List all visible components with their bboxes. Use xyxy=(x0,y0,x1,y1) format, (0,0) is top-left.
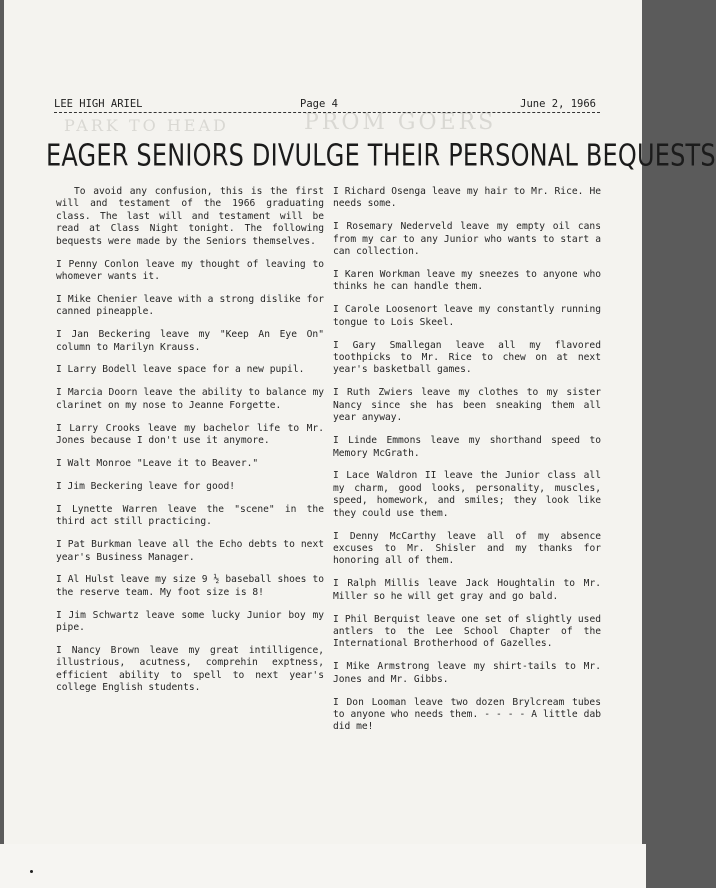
bequest-paragraph: I Marcia Doorn leave the ability to balance my clarinet on my nose to Jeanne Forgette. xyxy=(56,387,324,411)
bequest-paragraph: I Jan Beckering leave my "Keep An Eye On" column to Marilyn Krauss. xyxy=(56,329,324,353)
bequest-paragraph: I Ruth Zwiers leave my clothes to my sister Nancy since she has been sneaking them all year anyway. xyxy=(333,387,601,424)
bequest-paragraph: I Larry Bodell leave space for a new pupil. xyxy=(56,364,305,376)
bequest-paragraph: I Walt Monroe "Leave it to Beaver." xyxy=(56,458,259,469)
bequest-paragraph: I Mike Armstrong leave my shirt-tails to Mr. Jones and Mr. Gibbs. xyxy=(333,661,601,685)
bequest-paragraph: I Ralph Millis leave Jack Houghtalin to Mr. Miller so he will get gray and go bald. xyxy=(333,578,601,602)
bottom-margin xyxy=(0,844,646,888)
page-number: Page 4 xyxy=(300,98,338,110)
bequest-paragraph: I Don Looman leave two dozen Brylcream tubes to anyone who needs them. - - - - A little dab did me! xyxy=(333,696,601,733)
bequest-paragraph: I Pat Burkman leave all the Echo debts to next year's Business Manager. xyxy=(56,539,324,563)
bleed-through-text: PARK TO HEAD xyxy=(64,116,229,135)
paper-name: LEE HIGH ARIEL xyxy=(54,98,143,110)
bequest-paragraph: I Gary Smallegan leave all my flavored toothpicks to Mr. Rice to chew on at next year's basketball games. xyxy=(333,339,601,376)
right-column xyxy=(333,186,601,744)
headline: EAGER SENIORS DIVULGE THEIR PERSONAL BEQUESTS xyxy=(46,138,716,173)
bequest-paragraph: I Larry Crooks leave my bachelor life to Mr. Jones because I don't use it anymore. xyxy=(56,422,324,447)
bequest-paragraph: I Al Hulst leave my size 9 ½ baseball shoes to the reserve team. My foot size is 8! xyxy=(56,574,324,598)
bequest-paragraph: I Nancy Brown leave my great intilligence, illustrious, acutness, comprehin exptness, efficient ability to spell to next year's college English students. xyxy=(56,645,324,694)
bequest-paragraph: I Jim Beckering leave for good! xyxy=(56,480,236,492)
left-column xyxy=(56,186,324,705)
bequest-paragraph: I Jim Schwartz leave some lucky Junior boy my pipe. xyxy=(56,609,324,634)
page-header xyxy=(54,96,600,114)
bequest-paragraph: I Carole Loosenort leave my constantly running tongue to Lois Skeel. xyxy=(333,304,601,328)
intro-paragraph: To avoid any confusion, this is the first will and testament of the 1966 graduating class. The last will and testament will be read at Class Night tonight. The following bequests were made by the Seniors themselves. xyxy=(56,186,324,247)
bequest-paragraph: I Penny Conlon leave my thought of leaving to whomever wants it. xyxy=(56,258,324,282)
bequest-paragraph: I Rosemary Nederveld leave my empty oil cans from my car to any Junior who wants to start a can collection. xyxy=(333,221,601,258)
bequest-paragraph: I Phil Berquist leave one set of slightly used antlers to the Lee School Chapter of the International Brotherhood of Gazelles. xyxy=(333,613,601,650)
bequest-paragraph: I Denny McCarthy leave all of my absence excuses to Mr. Shisler and my thanks for honoring all of them. xyxy=(333,530,601,567)
bequest-paragraph: I Karen Workman leave my sneezes to anyone who thinks he can handle them. xyxy=(333,269,601,293)
bequest-paragraph: I Richard Osenga leave my hair to Mr. Rice. He needs some. xyxy=(333,186,601,210)
issue-date: June 2, 1966 xyxy=(520,98,596,110)
bleed-through-text: PROM GOERS xyxy=(304,110,497,135)
ink-speck xyxy=(30,870,33,873)
bequest-paragraph: I Lace Waldron II leave the Junior class all my charm, good looks, personality, muscles, speed, homework, and smiles; they look like they could use them. xyxy=(333,470,601,519)
bequest-paragraph: I Mike Chenier leave with a strong dislike for canned pineapple. xyxy=(56,293,324,318)
bequest-paragraph: I Lynette Warren leave the "scene" in the third act still practicing. xyxy=(56,503,324,528)
bequest-paragraph: I Linde Emmons leave my shorthand speed to Memory McGrath. xyxy=(333,435,601,459)
header-rule xyxy=(54,112,600,113)
